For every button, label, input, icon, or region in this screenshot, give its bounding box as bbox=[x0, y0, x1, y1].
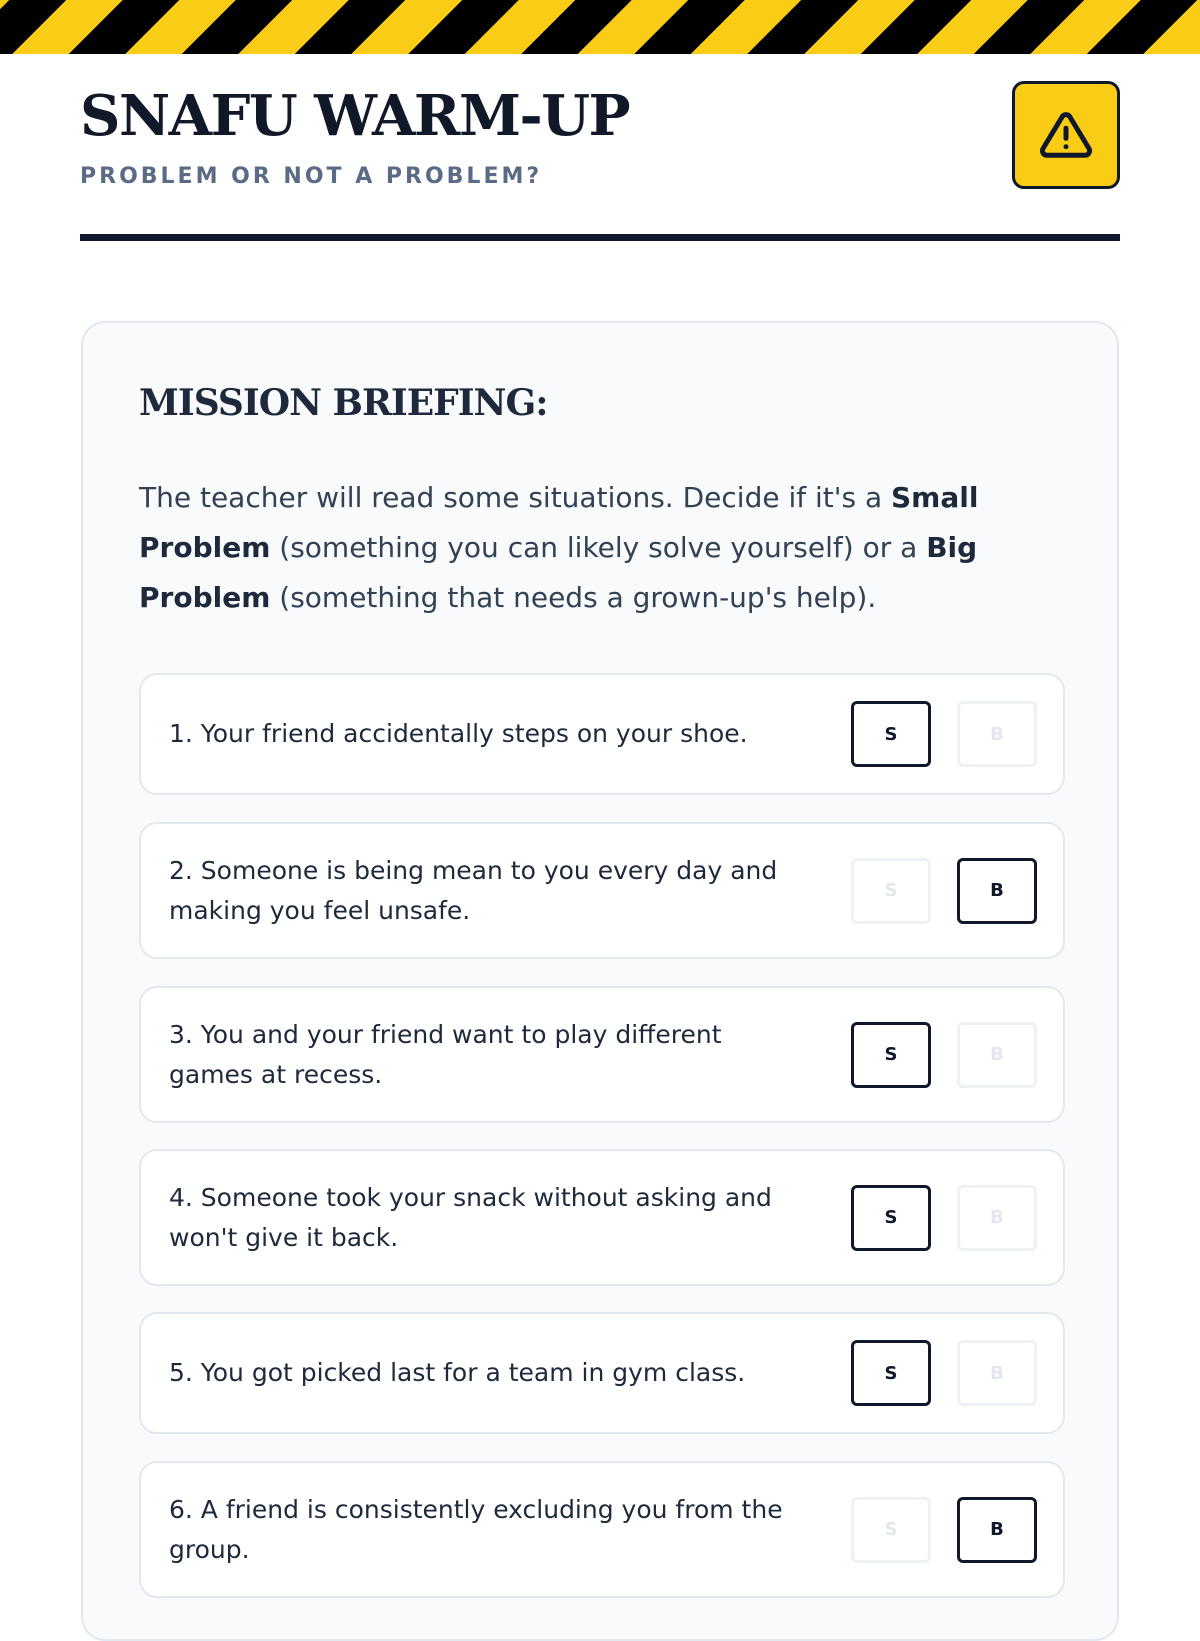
small-problem-button[interactable]: S bbox=[851, 858, 931, 924]
question-card-6 bbox=[139, 1461, 1065, 1598]
question-card-2 bbox=[139, 822, 1065, 959]
question-card-4 bbox=[139, 1149, 1065, 1286]
page-subtitle: PROBLEM OR NOT A PROBLEM? bbox=[80, 164, 543, 189]
big-problem-term: Big Problem bbox=[139, 531, 978, 614]
mission-briefing-panel bbox=[81, 321, 1119, 1641]
small-problem-button[interactable]: S bbox=[851, 1497, 931, 1563]
page-title: SNAFU WARM-UP bbox=[80, 83, 630, 149]
big-problem-button[interactable]: B bbox=[957, 1185, 1037, 1251]
big-problem-button[interactable]: B bbox=[957, 1022, 1037, 1088]
small-problem-button[interactable]: S bbox=[851, 701, 931, 767]
big-problem-button[interactable]: B bbox=[957, 858, 1037, 924]
page-header bbox=[80, 80, 1120, 240]
header-divider bbox=[80, 234, 1120, 241]
briefing-title: MISSION BRIEFING: bbox=[139, 382, 548, 424]
small-problem-term: Small Problem bbox=[139, 481, 979, 564]
big-problem-button[interactable]: B bbox=[957, 701, 1037, 767]
question-text: 5. You got picked last for a team in gym class. bbox=[169, 1358, 746, 1387]
question-text: 3. You and your friend want to play different games at recess. bbox=[169, 1019, 722, 1089]
briefing-text-part: (something that needs a grown-up's help). bbox=[270, 581, 877, 614]
briefing-text-part: The teacher will read some situations. Decide if it's a bbox=[139, 481, 892, 514]
big-problem-button[interactable]: B bbox=[957, 1497, 1037, 1563]
big-problem-button[interactable]: B bbox=[957, 1340, 1037, 1406]
warning-badge bbox=[1012, 81, 1120, 189]
question-text: 1. Your friend accidentally steps on your shoe. bbox=[169, 719, 748, 748]
small-problem-button[interactable]: S bbox=[851, 1022, 931, 1088]
small-problem-button[interactable]: S bbox=[851, 1340, 931, 1406]
warning-triangle-icon bbox=[1039, 108, 1093, 162]
question-card-5 bbox=[139, 1312, 1065, 1434]
briefing-text-part: (something you can likely solve yourself) or a bbox=[270, 531, 927, 564]
hazard-stripe-banner bbox=[0, 0, 1200, 54]
question-text: 4. Someone took your snack without asking and won't give it back. bbox=[169, 1182, 772, 1252]
briefing-instructions bbox=[139, 473, 1019, 623]
question-card-1 bbox=[139, 673, 1065, 795]
question-text: 6. A friend is consistently excluding you from the group. bbox=[169, 1494, 783, 1564]
question-text: 2. Someone is being mean to you every day and making you feel unsafe. bbox=[169, 855, 778, 925]
question-card-3 bbox=[139, 986, 1065, 1123]
small-problem-button[interactable]: S bbox=[851, 1185, 931, 1251]
